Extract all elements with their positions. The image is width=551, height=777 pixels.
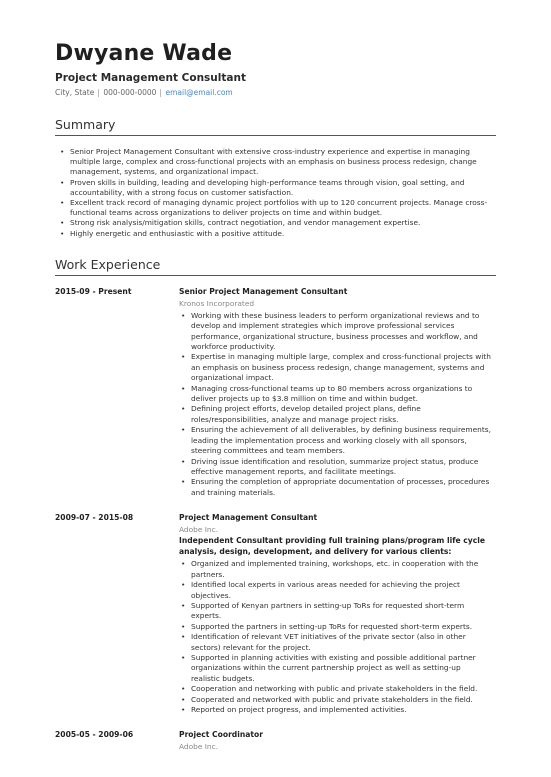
job-duties xyxy=(181,559,491,715)
job-title: Senior Project Management Consultant xyxy=(179,286,348,296)
job-duty: • Expertise in managing multiple large, complex and cross-functional projects with an emphasis on business process redesign, change management, systems and organizational impact. xyxy=(181,352,491,383)
job-duty: • Defining project efforts, develop detailed project plans, define roles/responsibilities, analyze and manage project risks. xyxy=(181,404,491,425)
contact-line xyxy=(55,87,496,99)
job-duty: • Cooperation and networking with public and private stakeholders in the field. xyxy=(181,684,491,694)
job-company: Kronos Incorporated xyxy=(179,298,255,308)
job-duty: • Supported of Kenyan partners in setting-up ToRs for requested short-term experts. xyxy=(181,601,491,622)
job-dates: 2009-07 - 2015-08 xyxy=(55,513,134,523)
candidate-title: Project Management Consultant xyxy=(55,72,246,84)
job-dates: 2015-09 - Present xyxy=(55,286,132,296)
job-duties xyxy=(181,311,491,498)
experience-list xyxy=(55,286,496,753)
location-text: City, State xyxy=(55,88,95,97)
job-duty: • Cooperated and networked with public and private stakeholders in the field. xyxy=(181,695,491,705)
summary-heading: Summary xyxy=(55,117,116,132)
email-link[interactable]: email@email.com xyxy=(165,88,233,97)
section-divider xyxy=(55,135,496,136)
job-company: Adobe Inc. xyxy=(179,525,219,535)
contact-separator xyxy=(98,89,99,97)
job-details xyxy=(179,729,491,752)
job-duty: • Managing cross-functional teams up to 80 members across organizations to deliver projects up to $3.8 million on time and within budget. xyxy=(181,384,491,405)
phone-text: 000-000-0000 xyxy=(103,88,157,97)
summary-list xyxy=(60,147,490,239)
job-details xyxy=(179,286,491,498)
contact-separator xyxy=(160,89,161,97)
job-entry xyxy=(55,512,496,715)
job-duty: • Identified local experts in various areas needed for achieving the project objectives. xyxy=(181,580,491,601)
job-duty: • Ensuring the achievement of all deliverables, by defining business requirements, leading the implementation process and working closely with all sponsors, steering committees and team members. xyxy=(181,425,491,456)
job-dates: 2005-05 - 2009-06 xyxy=(55,730,134,740)
job-intro: Independent Consultant providing full training plans/program life cycle analysis, design, development, and delivery for various clients: xyxy=(179,536,485,556)
job-title: Project Coordinator xyxy=(179,730,263,740)
summary-item: • Senior Project Management Consultant with extensive cross-industry experience and expertise in managing multiple large, complex and cross-functional projects with an emphasis on business process redesign, change management, systems, and organizational impact. xyxy=(60,147,490,178)
job-duty: • Ensuring the completion of appropriate documentation of processes, procedures and training materials. xyxy=(181,477,491,498)
summary-item: • Strong risk analysis/mitigation skills, contract negotiation, and vendor management expertise. xyxy=(60,218,490,228)
job-duty: • Working with these business leaders to perform organizational reviews and to develop and implement strategies which improve professional services performance, organizational structure, business processes and workflow, and workforce productivity. xyxy=(181,311,491,353)
job-duty: • Supported the partners in setting-up ToRs for requested short-term experts. xyxy=(181,622,491,632)
job-company: Adobe Inc. xyxy=(179,742,219,752)
job-duty: • Reported on project progress, and implemented activities. xyxy=(181,705,491,715)
section-divider xyxy=(55,275,496,276)
job-entry xyxy=(55,286,496,498)
job-duty: • Organized and implemented training, workshops, etc. in cooperation with the partners. xyxy=(181,559,491,580)
experience-heading: Work Experience xyxy=(55,256,161,272)
job-duty: • Supported in planning activities with existing and possible additional partner organizations within the current partnership project as well as setting-up realistic budgets. xyxy=(181,653,491,684)
job-details xyxy=(179,512,491,715)
candidate-name: Dwyane Wade xyxy=(55,41,233,66)
summary-item: • Proven skills in building, leading and developing high-performance teams through vision, goal setting, and accountability, with a strong focus on customer satisfaction. xyxy=(60,178,490,198)
summary-item: • Highly energetic and enthusiastic with a positive attitude. xyxy=(60,229,490,239)
job-duty: • Identification of relevant VET initiatives of the private sector (also in other sectors) relevant for the project. xyxy=(181,632,491,653)
summary-item: • Excellent track record of managing dynamic project portfolios with up to 120 concurrent projects. Manage cross-functional teams across organizations to deliver projects on time and within budget. xyxy=(60,198,490,218)
job-entry xyxy=(55,729,496,752)
job-duty: • Driving issue identification and resolution, summarize project status, produce effective management reports, and facilitate meetings. xyxy=(181,457,491,478)
job-title: Project Management Consultant xyxy=(179,513,318,523)
